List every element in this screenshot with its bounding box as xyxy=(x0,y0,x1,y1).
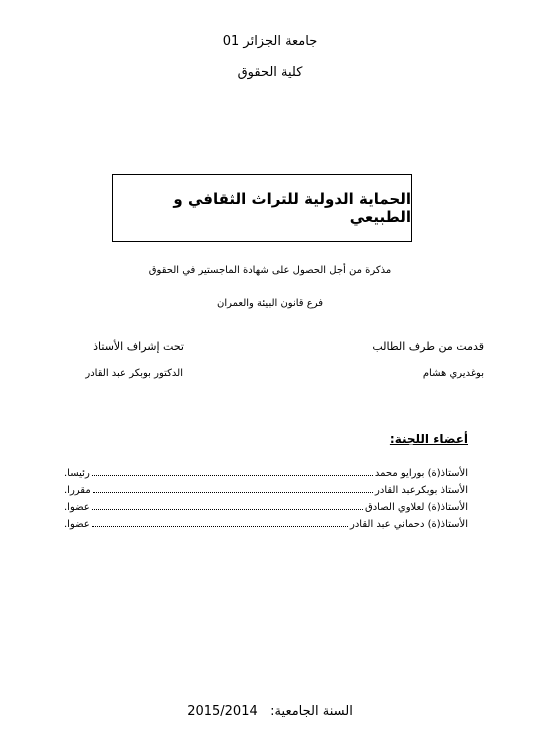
committee-member xyxy=(64,516,468,530)
supervisor-label: تحت إشراف الأستاذ xyxy=(93,340,184,353)
member-role: عضوا. xyxy=(64,502,90,513)
member-role: عضوا. xyxy=(64,519,90,530)
university-name: جامعة الجزائر 01 xyxy=(222,34,318,49)
committee-member xyxy=(64,465,468,479)
thesis-title-box xyxy=(112,174,412,242)
academic-year: 2015/2014 xyxy=(187,704,258,719)
member-name: الأستاذ(ة) دحماني عبد القادر xyxy=(350,519,468,530)
dot-leader xyxy=(92,526,348,527)
member-name: الأستاذ(ة) بورايو محمد xyxy=(374,468,468,479)
member-name: الأستاذ(ة) لعلاوي الصادق xyxy=(364,502,468,513)
dot-leader xyxy=(92,475,373,476)
member-role: مقررا. xyxy=(64,485,91,496)
member-role: رئيسا. xyxy=(64,468,90,479)
academic-year-label: السنة الجامعية: xyxy=(270,704,353,719)
member-name: الأستاذ بوبكرعبد القادر xyxy=(375,485,468,496)
dot-leader xyxy=(93,492,373,493)
thesis-title: الحماية الدولية للتراث الثقافي و الطبيعي xyxy=(173,190,411,226)
thesis-purpose: مذكرة من أجل الحصول على شهادة الماجستير في الحقوق xyxy=(148,265,392,276)
faculty-name: كلية الحقوق xyxy=(237,65,303,80)
committee-member xyxy=(64,482,468,496)
dot-leader xyxy=(92,509,363,510)
academic-year-line xyxy=(0,704,540,719)
student-label: قدمت من طرف الطالب xyxy=(372,340,484,353)
supervisor-name: الدكتور بوبكر عبد القادر xyxy=(85,368,183,379)
student-name: بوغديري هشام xyxy=(422,368,484,379)
committee-member xyxy=(64,499,468,513)
thesis-branch: فرع قانون البيئة والعمران xyxy=(216,298,324,309)
committee-heading: أعضاء اللجنة: xyxy=(389,432,468,446)
